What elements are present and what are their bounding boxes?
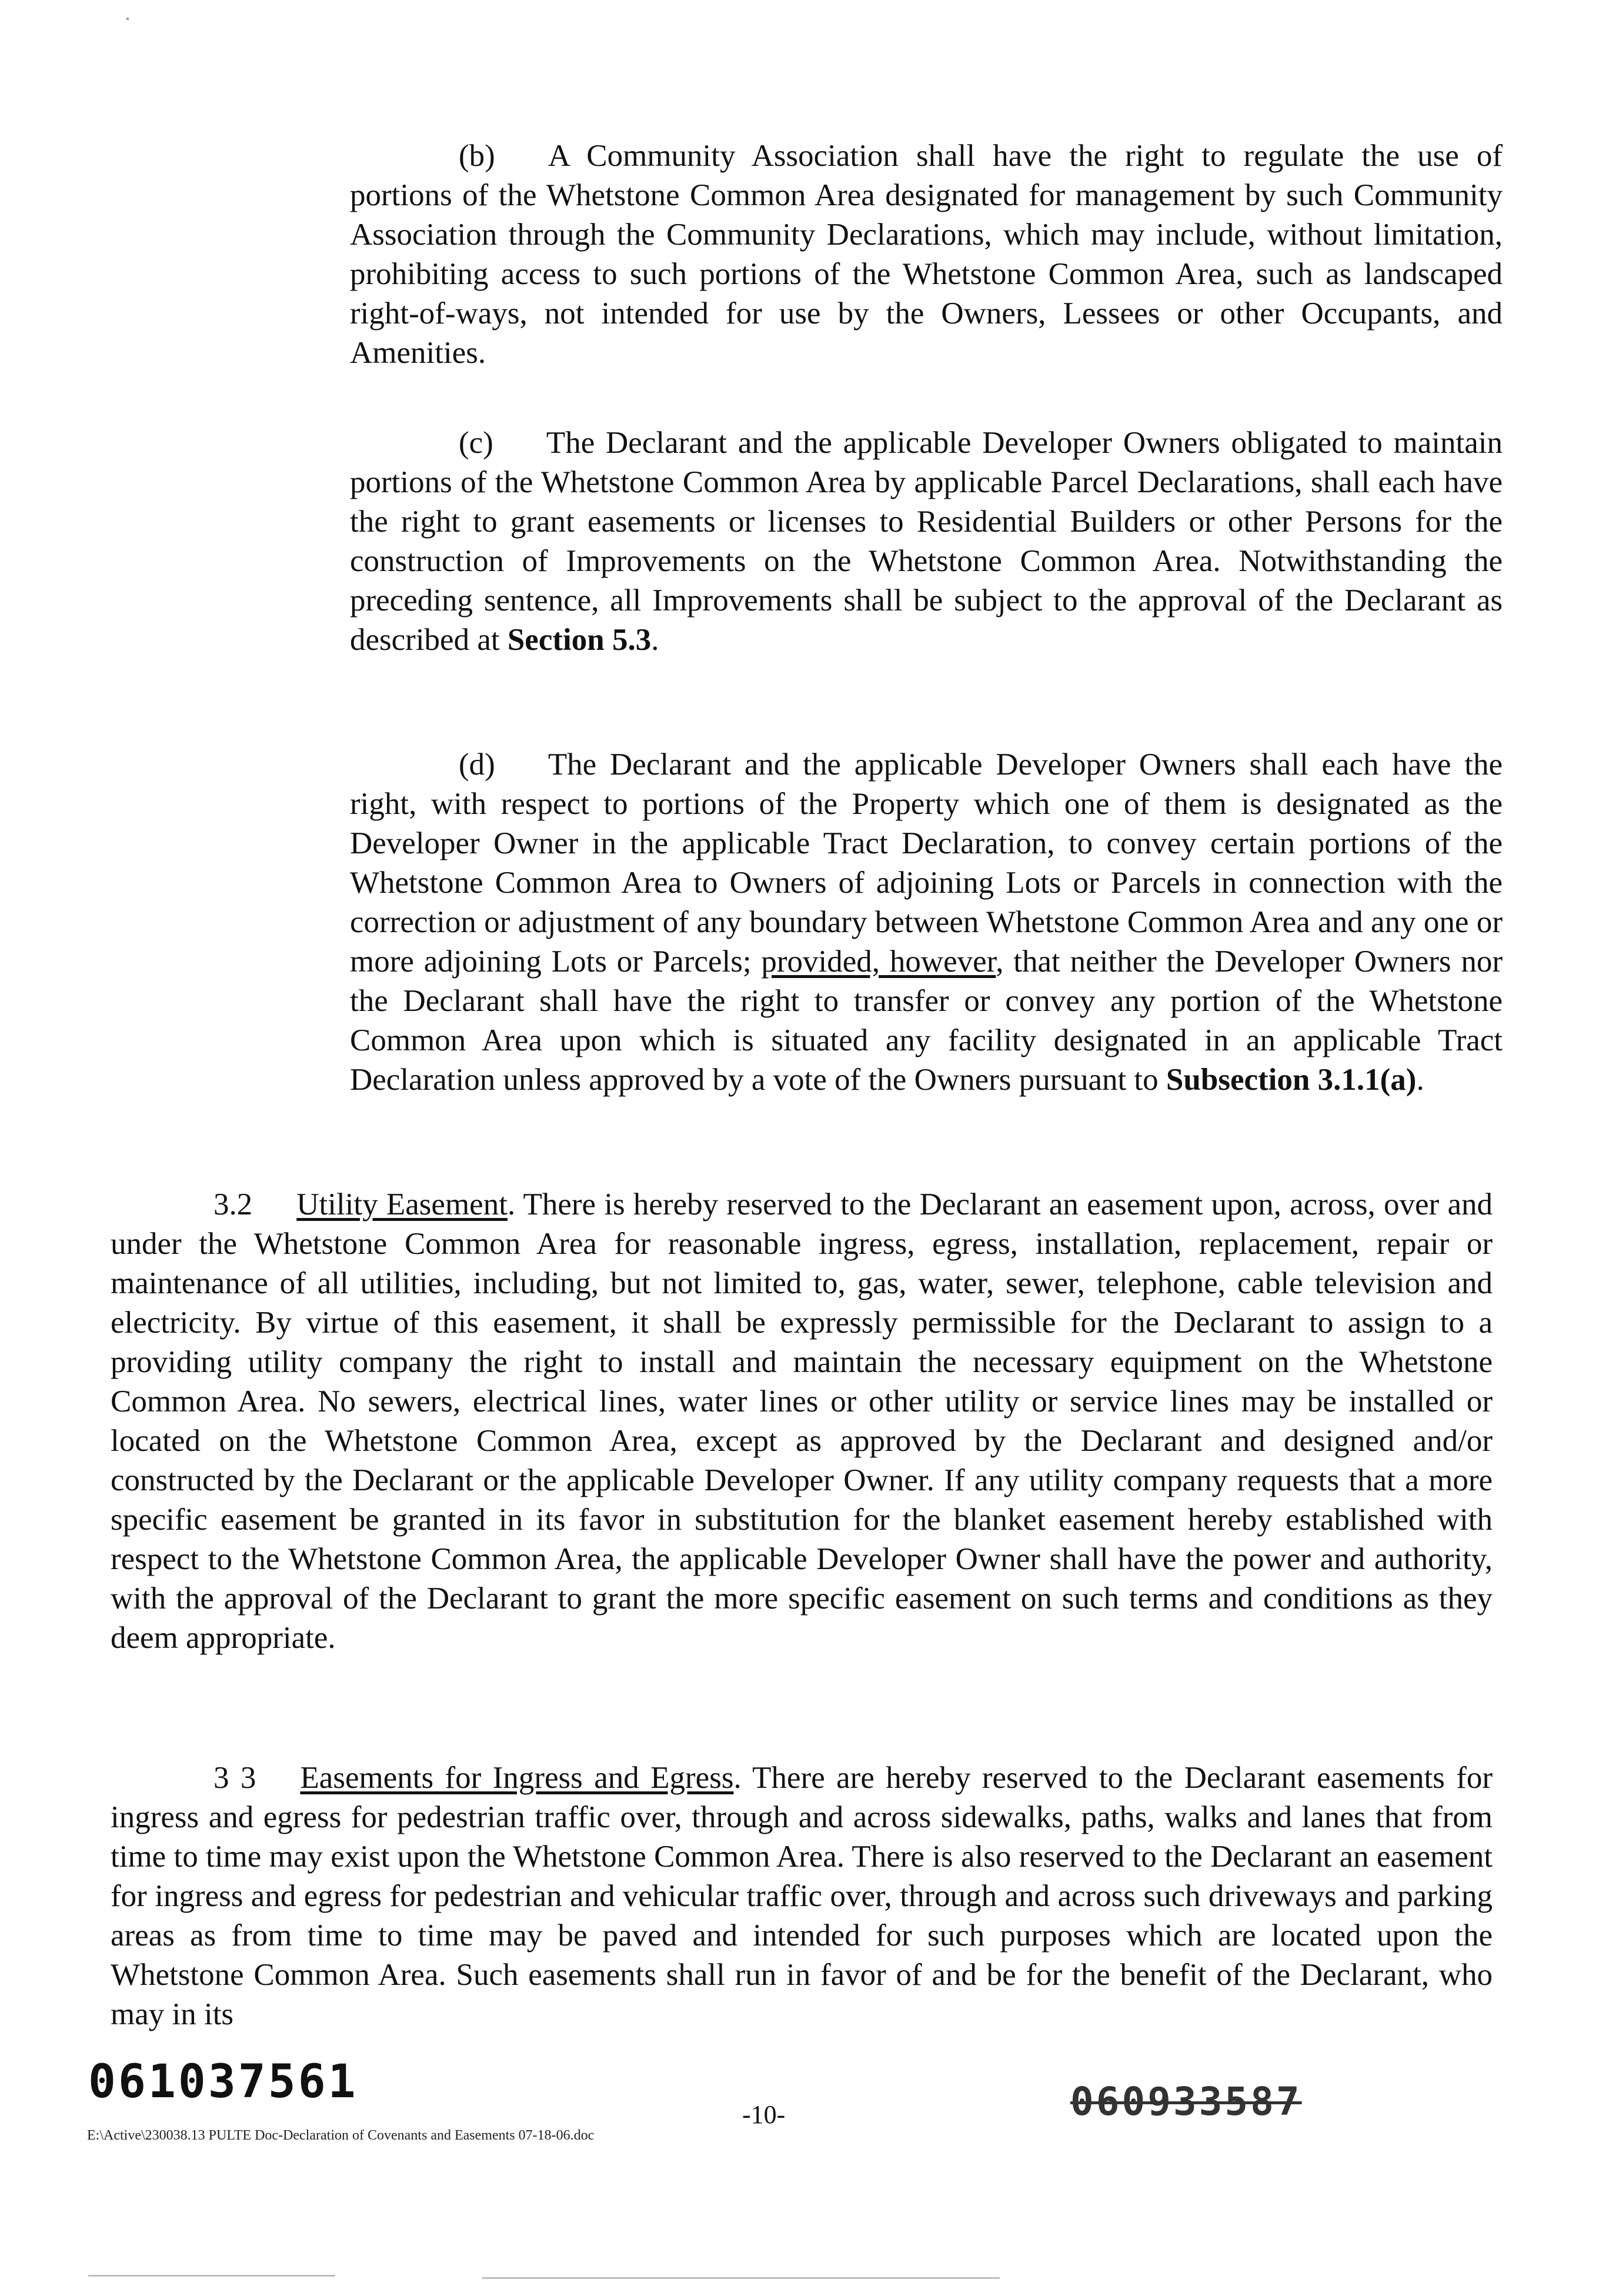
paragraph-d-text-after: , that neither the Developer Owners nor the Declarant shall have the right to transfer or convey any portion of the Whetstone Common Area upon which is situated any facility designated in an applicable Tract Declaration unless approved by a vote of the Owners pursuant to bbox=[350, 945, 1503, 1097]
scan-noise-left bbox=[88, 2275, 335, 2277]
section-3-3-text: . There are hereby reserved to the Declarant easements for ingress and egress for pedestrian traffic over, through and across sidewalks, paths, walks and lanes that from time to time may exist upon the Whetstone Common Area. There is also reserved to the Declarant an easement for ingress and egress for pedestrian and vehicular traffic over, through and across such driveways and parking areas as from time to time may be paved and intended for such purposes which are located upon the Whetstone Common Area. Such easements shall run in favor of and be for the benefit of the Declarant, who may in its bbox=[111, 1761, 1493, 2031]
paragraph-d-text-before: The Declarant and the applicable Developer Owners shall each have the right, with respect to portions of the Property which one of them is designated as the Developer Owner in the applicable Tract Declaration, to convey certain portions of the Whetstone Common Area to Owners of adjoining Lots or Parcels in connection with the correction or adjustment of any boundary between Whetstone Common Area and any one or more adjoining Lots or Parcels; bbox=[350, 747, 1503, 979]
paragraph-d-proviso: provided, however bbox=[761, 945, 996, 979]
section-3-3-heading: Easements for Ingress and Egress bbox=[300, 1761, 734, 1795]
paragraph-c bbox=[350, 423, 1503, 660]
paragraph-d-subsection-ref: Subsection 3.1.1(a) bbox=[1166, 1063, 1417, 1097]
section-3-3-number: 3 3 bbox=[213, 1761, 256, 1795]
section-3-2-text: . There is hereby reserved to the Declarant an easement upon, across, over and under the Whetstone Common Area for reasonable ingress, egress, installation, replacement, repair or maintenance of all utilities, including, but not limited to, gas, water, sewer, telephone, cable television and electricity. By virtue of this easement, it shall be expressly permissible for the Declarant to assign to a providing utility company the right to install and maintain the necessary equipment on the Whetstone Common Area. No sewers, electrical lines, water lines or other utility or service lines may be installed or located on the Whetstone Common Area, except as approved by the Declarant and designed and/or constructed by the Declarant or the applicable Developer Owner. If any utility company requests that a more specific easement be granted in its favor in substitution for the blanket easement hereby established with respect to the Whetstone Common Area, the applicable Developer Owner shall have the power and authority, with the approval of the Declarant to grant the more specific easement on such terms and conditions as they deem appropriate. bbox=[111, 1187, 1493, 1655]
file-path: E:\Active\230038.13 PULTE Doc-Declaration of Covenants and Easements 07-18-06.doc bbox=[87, 2128, 595, 2143]
paragraph-b-label: (b) bbox=[459, 139, 495, 173]
paragraph-c-section-ref: Section 5.3 bbox=[507, 623, 652, 657]
section-3-2-number: 3.2 bbox=[213, 1187, 253, 1222]
page-number: -10- bbox=[742, 2100, 786, 2129]
paragraph-d-end: . bbox=[1416, 1063, 1424, 1097]
section-3-3 bbox=[111, 1758, 1493, 2034]
scan-noise-center bbox=[482, 2277, 1000, 2279]
recording-document-number: 061037561 bbox=[88, 2055, 358, 2108]
struck-document-number: 060933587 bbox=[1070, 2079, 1302, 2124]
paragraph-d-label: (d) bbox=[459, 747, 495, 782]
paragraph-b-text: A Community Association shall have the right to regulate the use of portions of the Whetstone Common Area designated for management by such Community Association through the Community Declarations, which may include, without limitation, prohibiting access to such portions of the Whetstone Common Area, such as landscaped right-of-ways, not intended for use by the Owners, Lessees or other Occupants, and Amenities. bbox=[350, 139, 1503, 370]
paragraph-d bbox=[350, 745, 1503, 1100]
scan-noise-dot bbox=[126, 18, 129, 20]
paragraph-b bbox=[350, 136, 1503, 373]
section-3-2-heading: Utility Easement bbox=[296, 1187, 508, 1222]
paragraph-c-end: . bbox=[651, 623, 659, 657]
section-3-2 bbox=[111, 1185, 1493, 1658]
paragraph-c-label: (c) bbox=[459, 426, 493, 460]
paragraph-c-text: The Declarant and the applicable Developer Owners obligated to maintain portions of the Whetstone Common Area by applicable Parcel Declarations, shall each have the right to grant easements or licenses to Residential Builders or other Persons for the construction of Improvements on the Whetstone Common Area. Notwithstanding the preceding sentence, all Improvements shall be subject to the approval of the Declarant as described at bbox=[350, 426, 1503, 657]
